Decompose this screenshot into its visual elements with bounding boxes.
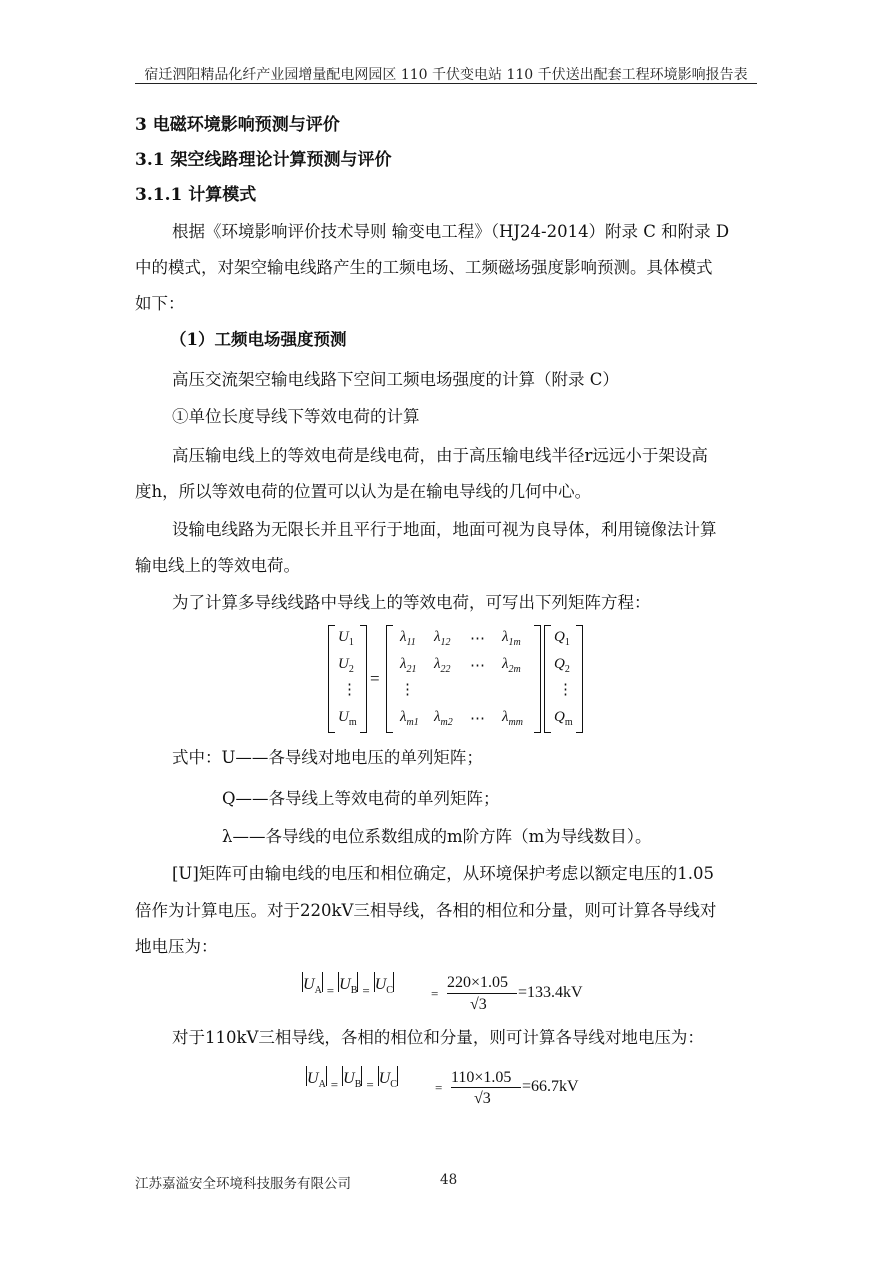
fraction-denominator: √3 — [474, 1090, 491, 1107]
bracket-right — [576, 625, 583, 733]
matrix-u-cell: ⋮ — [342, 682, 357, 698]
lambda-cell: $\lambda_{m2}$ — [434, 709, 453, 728]
definition-q: Q——各导线上等效电荷的单列矩阵； — [222, 789, 500, 808]
matrix-q-cell: $Q_m$ — [554, 709, 573, 728]
fraction-denominator: √3 — [470, 996, 487, 1013]
paragraph-line: 高压输电线上的等效电荷是线电荷，由于高压输电线半径r远远小于架设高 — [172, 446, 708, 465]
fraction-numerator: 220×1.05 — [447, 974, 509, 991]
paragraph-line: 根据《环境影响评价技术导则 输变电工程》（HJ24-2014）附录 C 和附录 D — [172, 222, 730, 241]
subsubsection-heading: 3.1.1 计算模式 — [135, 185, 257, 205]
definition-lambda: λ——各导线的电位系数组成的m阶方阵（m为导线数目）。 — [222, 827, 652, 846]
lambda-cell: $\lambda_{2m}$ — [502, 656, 521, 675]
paragraph-line: 中的模式，对架空输电线路产生的工频电场、工频磁场强度影响预测。具体模式 — [135, 258, 713, 277]
bracket-left — [386, 625, 393, 733]
fraction-numerator: 110×1.05 — [451, 1069, 512, 1086]
lambda-cell: ⋯ — [470, 711, 485, 727]
paragraph-line: 输电线上的等效电荷。 — [135, 556, 300, 575]
lambda-cell: $\lambda_{1m}$ — [502, 629, 521, 648]
equation-result: =133.4kV — [518, 984, 583, 1001]
footer-company: 江苏嘉溢安全环境科技服务有限公司 — [135, 1176, 351, 1192]
lambda-cell: $\lambda_{12}$ — [434, 629, 451, 648]
bracket-right — [534, 625, 541, 733]
bracket-left — [544, 625, 551, 733]
equals-sign: = — [431, 986, 439, 1001]
paragraph-line: ①单位长度导线下等效电荷的计算 — [172, 407, 420, 426]
item-heading: （1）工频电场强度预测 — [170, 330, 347, 349]
matrix-u-cell: $U_m$ — [338, 709, 357, 728]
page-number: 48 — [440, 1172, 458, 1188]
matrix-q-cell: $Q_1$ — [554, 629, 570, 648]
section-heading: 3 电磁环境影响预测与评价 — [135, 115, 340, 135]
equation-result: =66.7kV — [522, 1078, 579, 1095]
matrix-u-cell: $U_2$ — [338, 656, 354, 675]
equals-sign: = — [435, 1080, 443, 1095]
paragraph-line: 高压交流架空输电线路下空间工频电场强度的计算（附录 C） — [172, 370, 619, 389]
lambda-cell: $\lambda_{m1}$ — [400, 709, 419, 728]
paragraph-line: 设输电线路为无限长并且平行于地面，地面可视为良导体，利用镜像法计算 — [172, 520, 717, 539]
matrix-q-cell: ⋮ — [558, 682, 573, 698]
lambda-cell: ⋯ — [470, 658, 485, 674]
matrix-u-cell: $U_1$ — [338, 629, 354, 648]
paragraph-line: 对于110kV三相导线，各相的相位和分量，则可计算各导线对地电压为： — [172, 1028, 704, 1047]
bracket-left — [328, 625, 335, 733]
paragraph-line: 为了计算多导线线路中导线上的等效电荷，可写出下列矩阵方程： — [172, 593, 651, 612]
paragraph-line: 地电压为： — [135, 937, 218, 956]
lambda-cell: $\lambda_{mm}$ — [502, 709, 523, 728]
voltage-equation-220: $U_A$ $_=$ $U_B$ $_=$ $U_C$ — [302, 972, 394, 999]
lambda-cell: $\lambda_{21}$ — [400, 656, 417, 675]
matrix-equals: = — [370, 669, 380, 688]
paragraph-line: 度h，所以等效电荷的位置可以认为是在输电导线的几何中心。 — [135, 482, 592, 501]
subsection-heading: 3.1 架空线路理论计算预测与评价 — [135, 150, 392, 170]
paragraph-line: 如下： — [135, 294, 185, 313]
paragraph-line: [U]矩阵可由输电线的电压和相位确定，从环境保护考虑以额定电压的1.05 — [172, 864, 715, 883]
matrix-q-cell: $Q_2$ — [554, 656, 570, 675]
fraction-bar — [451, 1087, 521, 1088]
bracket-right — [360, 625, 367, 733]
definition-u: 式中：U——各导线对地电压的单列矩阵； — [172, 748, 483, 767]
voltage-equation-110: $U_A$ $_=$ $U_B$ $_=$ $U_C$ — [306, 1066, 398, 1093]
fraction-bar — [447, 993, 517, 994]
lambda-cell: $\lambda_{11}$ — [400, 629, 416, 648]
paragraph-line: 倍作为计算电压。对于220kV三相导线，各相的相位和分量，则可计算各导线对 — [135, 901, 717, 920]
lambda-cell: ⋮ — [400, 682, 415, 698]
header-rule — [135, 83, 757, 84]
lambda-cell: ⋯ — [470, 631, 485, 647]
page-header: 宿迁泗阳精品化纤产业园增量配电网园区 110 千伏变电站 110 千伏送出配套工程环境影响报告表 — [144, 67, 748, 83]
lambda-cell: $\lambda_{22}$ — [434, 656, 451, 675]
